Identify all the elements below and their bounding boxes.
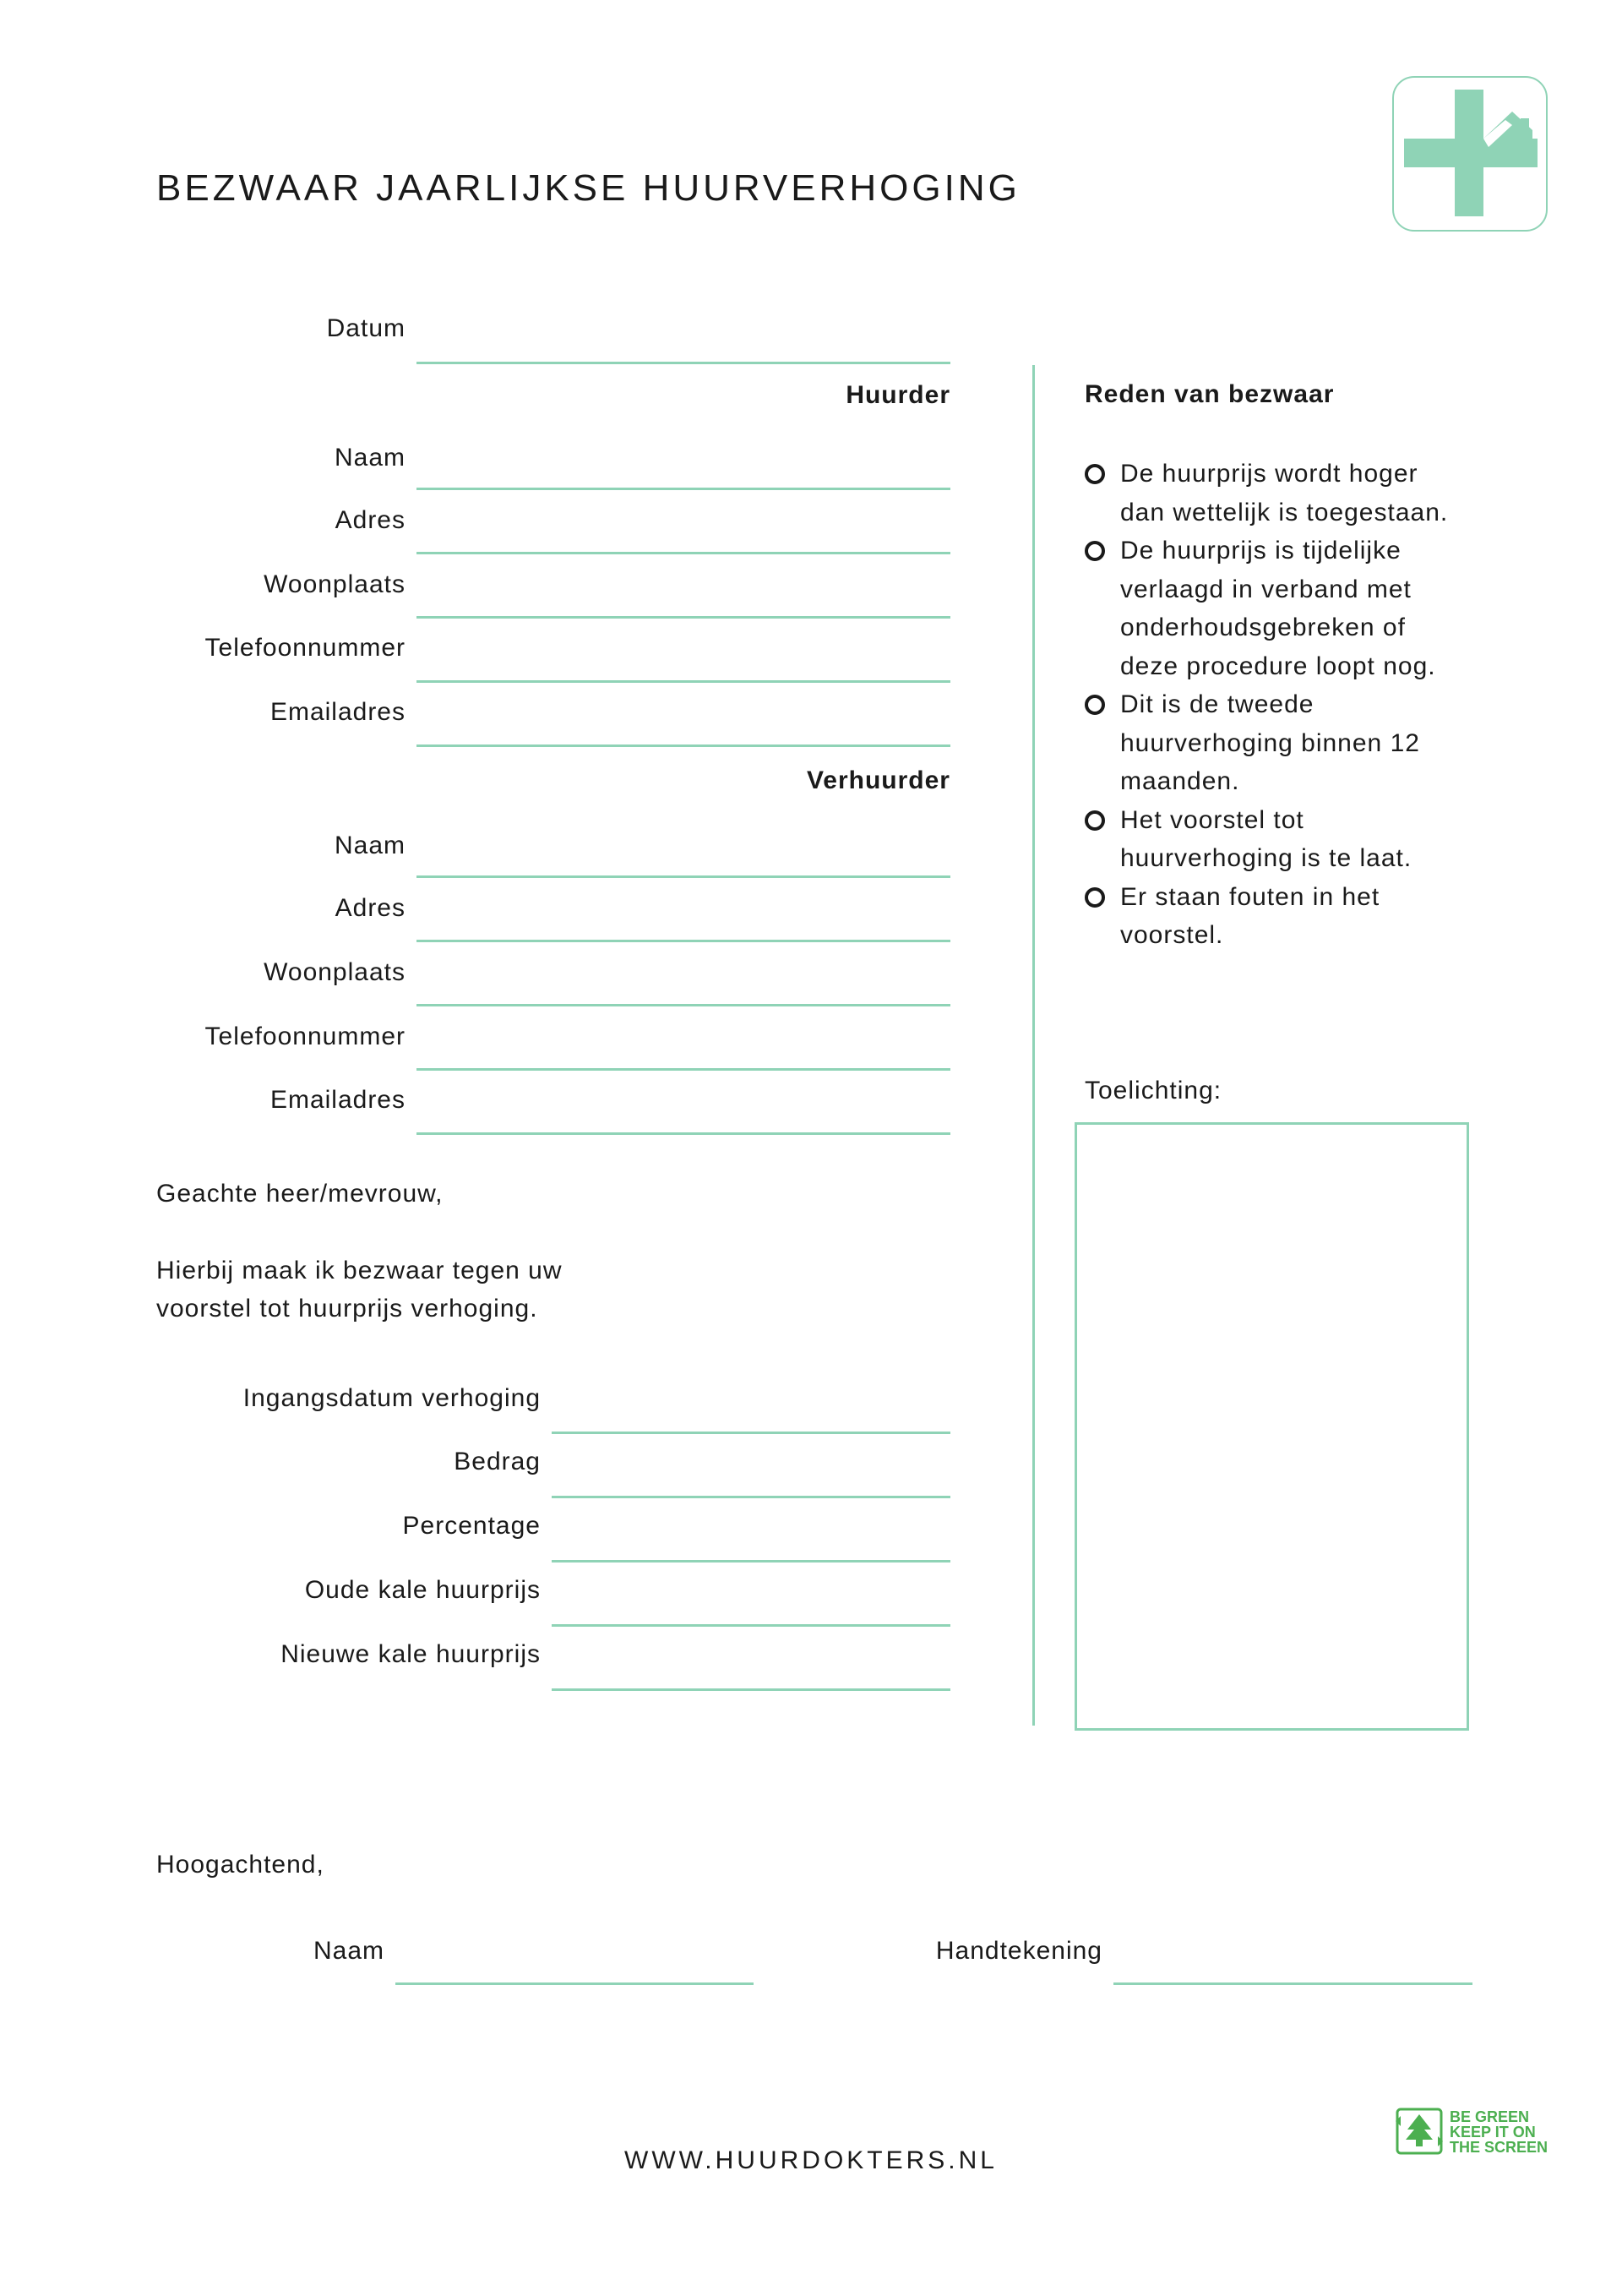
verhuurder-email-field[interactable] (416, 1132, 950, 1135)
reasons-list (1085, 455, 1490, 955)
reason-item[interactable]: De huurprijs is tijdelijke verlaagd in verband met onderhoudsgebreken of deze procedure loopt nog. (1085, 532, 1490, 685)
huurder-city-label: Woonplaats (264, 570, 406, 598)
toelichting-label: Toelichting: (1085, 1077, 1222, 1104)
radio-circle-icon[interactable] (1085, 541, 1105, 561)
huurder-city-field[interactable] (416, 616, 950, 619)
huurder-address-label: Adres (335, 506, 406, 534)
old-rent-label: Oude kale huurprijs (304, 1576, 541, 1604)
increase-date-label: Ingangsdatum verhoging (242, 1384, 541, 1412)
huurder-phone-label: Telefoonnummer (204, 634, 406, 662)
huurder-email-label: Emailadres (269, 698, 406, 726)
old-rent-field[interactable] (552, 1624, 950, 1627)
huurder-email-field[interactable] (416, 744, 950, 747)
body-line-1: Hierbij maak ik bezwaar tegen uw (156, 1257, 563, 1284)
sign-name-field[interactable] (395, 1982, 754, 1985)
reason-item[interactable]: Dit is de tweede huurverhoging binnen 12 maanden. (1085, 685, 1490, 801)
badge-line-2: KEEP IT ON (1450, 2124, 1536, 2141)
huurder-address-field[interactable] (416, 552, 950, 554)
signature-field[interactable] (1113, 1982, 1472, 1985)
verhuurder-email-label: Emailadres (269, 1086, 406, 1114)
verhuurder-name-label: Naam (334, 832, 406, 859)
toelichting-textarea[interactable] (1075, 1122, 1469, 1731)
signature-label: Handtekening (935, 1937, 1102, 1965)
tree-recycle-icon (1392, 2104, 1446, 2158)
verhuurder-heading: Verhuurder (806, 766, 950, 794)
new-rent-label: Nieuwe kale huurprijs (280, 1640, 541, 1668)
huurder-phone-field[interactable] (416, 680, 950, 683)
footer-url: WWW.HUURDOKTERS.NL (624, 2146, 998, 2174)
amount-label: Bedrag (454, 1448, 541, 1475)
new-rent-field[interactable] (552, 1688, 950, 1691)
badge-line-3: THE SCREEN (1450, 2139, 1549, 2156)
radio-circle-icon[interactable] (1085, 887, 1105, 908)
date-label: Datum (326, 314, 406, 342)
column-divider (1032, 365, 1035, 1726)
verhuurder-name-field[interactable] (416, 875, 950, 878)
huurder-name-field[interactable] (416, 488, 950, 490)
salutation: Geachte heer/mevrouw, (156, 1180, 444, 1208)
plus-house-logo-icon (1392, 76, 1548, 232)
radio-circle-icon[interactable] (1085, 810, 1105, 831)
verhuurder-phone-label: Telefoonnummer (204, 1023, 406, 1050)
radio-circle-icon[interactable] (1085, 695, 1105, 715)
closing: Hoogachtend, (156, 1851, 324, 1879)
verhuurder-address-field[interactable] (416, 940, 950, 942)
sign-name-label: Naam (313, 1937, 384, 1965)
page-title: BEZWAAR JAARLIJKSE HUURVERHOGING (156, 167, 1021, 209)
reasons-title: Reden van bezwaar (1085, 380, 1335, 408)
amount-field[interactable] (552, 1496, 950, 1498)
verhuurder-city-label: Woonplaats (264, 958, 406, 986)
radio-circle-icon[interactable] (1085, 464, 1105, 484)
reason-item[interactable]: Er staan fouten in het voorstel. (1085, 878, 1490, 955)
verhuurder-phone-field[interactable] (416, 1068, 950, 1071)
increase-date-field[interactable] (552, 1432, 950, 1434)
huurder-name-label: Naam (334, 444, 406, 472)
huurder-heading: Huurder (846, 381, 950, 409)
percentage-field[interactable] (552, 1560, 950, 1562)
body-line-2: voorstel tot huurprijs verhoging. (156, 1295, 538, 1323)
be-green-badge (1392, 2104, 1548, 2158)
verhuurder-city-field[interactable] (416, 1004, 950, 1006)
reason-item[interactable]: De huurprijs wordt hoger dan wettelijk is toegestaan. (1085, 455, 1490, 532)
reason-item[interactable]: Het voorstel tot huurverhoging is te laat. (1085, 801, 1490, 878)
date-field[interactable] (416, 362, 950, 364)
verhuurder-address-label: Adres (335, 894, 406, 922)
badge-line-1: BE GREEN (1450, 2108, 1530, 2125)
percentage-label: Percentage (402, 1512, 541, 1540)
